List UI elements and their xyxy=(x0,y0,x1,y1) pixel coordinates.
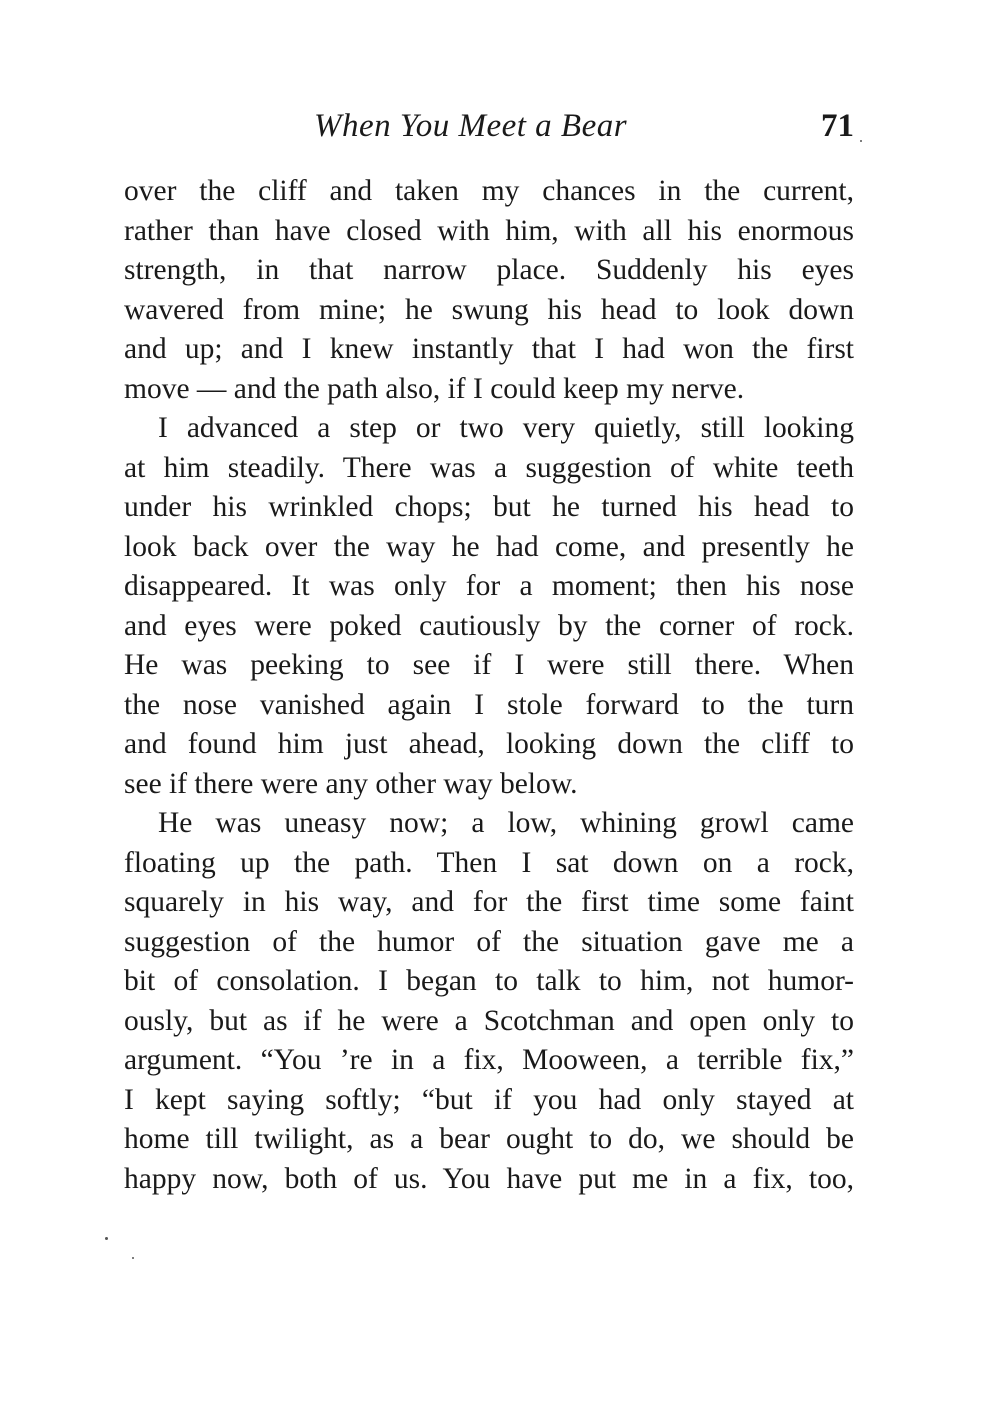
text-line: argument. “You ’re in a fix, Mooween, a terrible fix,” xyxy=(124,1044,854,1076)
text-line: look back over the way he had come, and presently he xyxy=(124,530,854,563)
running-title: When You Meet a Bear xyxy=(314,108,628,144)
text-line: under his wrinkled chops; but he turned his head to xyxy=(124,491,854,523)
text-line: and eyes were poked cautiously by the corner of rock. xyxy=(124,609,854,642)
print-speck xyxy=(132,1257,134,1259)
text-line: I kept saying softly; “but if you had only stayed at xyxy=(124,1083,854,1116)
body-text xyxy=(124,172,854,1199)
text-line: at him steadily. There was a suggestion of white teeth xyxy=(124,451,854,484)
paragraph-1 xyxy=(124,172,854,409)
page-number: 71 xyxy=(821,108,854,144)
print-speck xyxy=(860,140,862,142)
text-line: and up; and I knew instantly that I had won the first xyxy=(124,333,854,365)
text-line: I advanced a step or two very quietly, still looking xyxy=(158,412,854,444)
text-line: He was uneasy now; a low, whining growl came xyxy=(158,807,854,839)
print-speck xyxy=(105,1237,108,1240)
text-line: happy now, both of us. You have put me in a fix, too, xyxy=(124,1162,854,1195)
text-line: squarely in his way, and for the first time some faint xyxy=(124,886,854,918)
text-line: disappeared. It was only for a moment; then his nose xyxy=(124,570,854,602)
paragraph-2 xyxy=(124,409,854,804)
text-line: move — and the path also, if I could keep my nerve. xyxy=(124,372,745,405)
text-line: see if there were any other way below. xyxy=(124,767,578,800)
text-line: wavered from mine; he swung his head to look down xyxy=(124,293,854,326)
text-line: suggestion of the humor of the situation gave me a xyxy=(124,925,854,958)
text-line: floating up the path. Then I sat down on a rock, xyxy=(124,846,854,879)
paragraph-3 xyxy=(124,804,854,1199)
text-line: rather than have closed with him, with all his enormous xyxy=(124,214,854,247)
text-line: ously, but as if he were a Scotchman and open only to xyxy=(124,1004,854,1037)
text-line: bit of consolation. I began to talk to him, not humor- xyxy=(124,965,854,997)
running-header xyxy=(124,104,854,152)
text-line: the nose vanished again I stole forward to the turn xyxy=(124,688,854,721)
text-line: and found him just ahead, looking down the cliff to xyxy=(124,728,854,760)
text-line: home till twilight, as a bear ought to do, we should be xyxy=(124,1123,854,1155)
text-line: strength, in that narrow place. Suddenly his eyes xyxy=(124,254,854,286)
text-line: over the cliff and taken my chances in the current, xyxy=(124,175,854,207)
text-line: He was peeking to see if I were still there. When xyxy=(124,649,854,681)
